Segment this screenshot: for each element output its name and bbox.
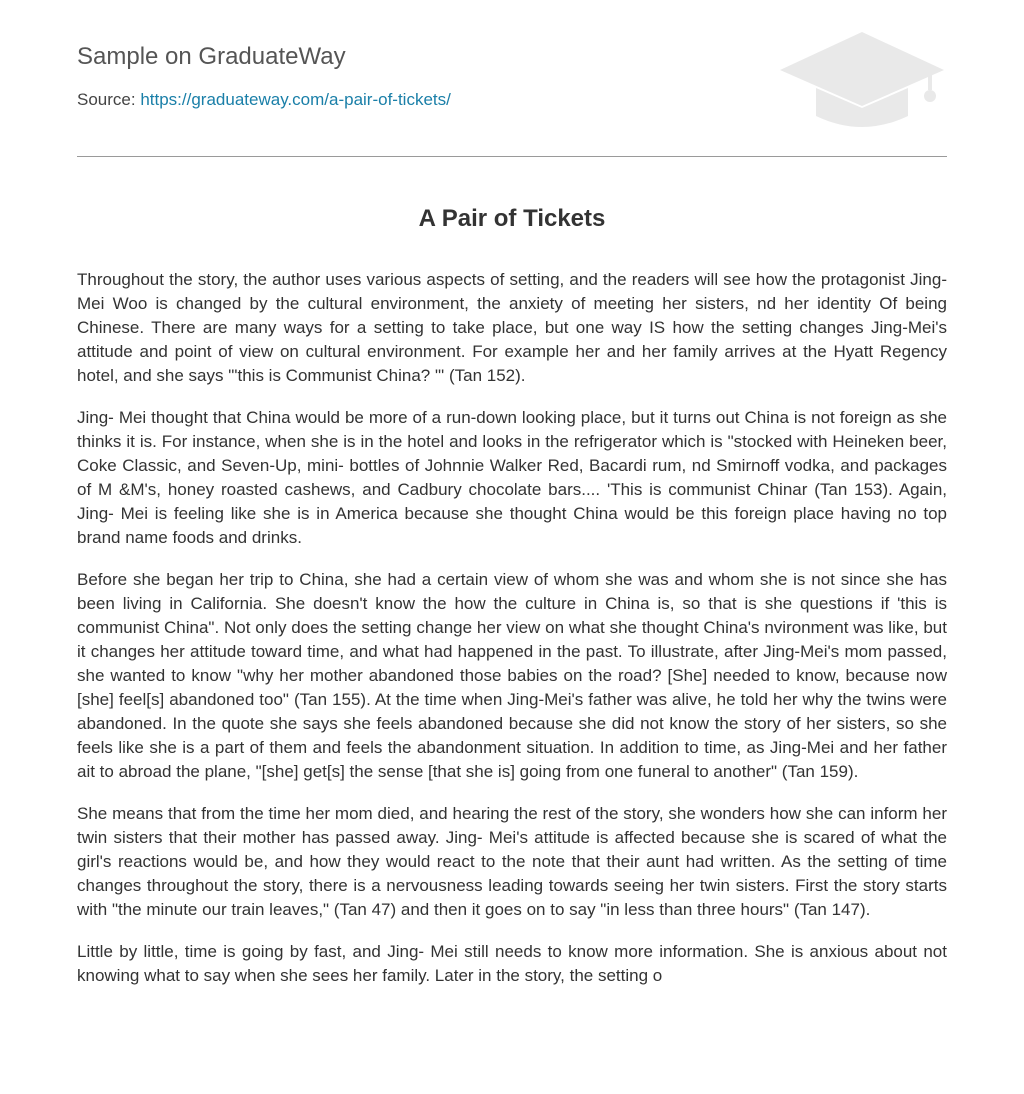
- source-line: [77, 90, 451, 110]
- paragraph: Little by little, time is going by fast, and Jing- Mei still needs to know more information. She is anxious about not knowing what to say when she sees her family. Later in the story, the setting o: [77, 942, 947, 985]
- source-link[interactable]: https://graduateway.com/a-pair-of-tickets/: [140, 90, 451, 109]
- source-label: Source:: [77, 90, 136, 109]
- document-body: [77, 268, 947, 1006]
- graduation-cap-icon: [780, 30, 948, 132]
- site-title: Sample on GraduateWay: [77, 43, 346, 70]
- paragraph: Jing- Mei thought that China would be more of a run-down looking place, but it turns out China is not foreign as she thinks it is. For instance, when she is in the hotel and looks in the refrigerator which is "stocked with Heineken beer, Coke Classic, and Seven-Up, mini- bottles of Johnnie Walker Red, Bacardi rum, nd Smirnoff vodka, and packages of M &M's, honey roasted cashews, and Cadbury chocolate bars.... 'This is communist Chinar (Tan 153). Again, Jing- Mei is feeling like she is in America because she thought China would be this foreign place having no top brand name foods and drinks.: [77, 408, 947, 547]
- document-title: A Pair of Tickets: [418, 205, 606, 232]
- paragraph: Before she began her trip to China, she had a certain view of whom she was and whom she is not since she has been living in California. She doesn't know the how the culture in China is, so that is she questions if 'this is communist China". Not only does the setting change her view on what she thought China's nvironment was like, but it changes her attitude toward time, and what had happened in the past. To illustrate, after Jing-Mei's mom passed, she wanted to know "why her mother abandoned those babies on the road? [She] needed to know, because now [she] feel[s] abandoned too" (Tan 155). At the time when Jing-Mei's father was alive, he told her why the twins were abandoned. In the quote she says she feels abandoned because she did not know the story of her sisters, so she feels like she is a part of them and feels the abandonment situation. In addition to time, as Jing-Mei and her father ait to abroad the plane, "[she] get[s] the sense [that she is] going from one funeral to another" (Tan 159).: [77, 570, 947, 781]
- page-header: [77, 0, 947, 157]
- paragraph: Throughout the story, the author uses various aspects of setting, and the readers will see how the protagonist Jing-Mei Woo is changed by the cultural environment, the anxiety of meeting her sisters, nd her identity Of being Chinese. There are many ways for a setting to take place, but one way IS how the setting changes Jing-Mei's attitude and point of view on cultural environment. For example her and her family arrives at the Hyatt Regency hotel, and she says "'this is Communist China? "' (Tan 152).: [77, 270, 947, 385]
- paragraph: She means that from the time her mom died, and hearing the rest of the story, she wonders how she can inform her twin sisters that their mother has passed away. Jing- Mei's attitude is affected because she is scared of what the girl's reactions would be, and how they would react to the note that their aunt had written. As the setting of time changes throughout the story, there is a nervousness leading towards seeing her twin sisters. First the story starts with "the minute our train leaves," (Tan 47) and then it goes on to say "in less than three hours" (Tan 147).: [77, 804, 947, 919]
